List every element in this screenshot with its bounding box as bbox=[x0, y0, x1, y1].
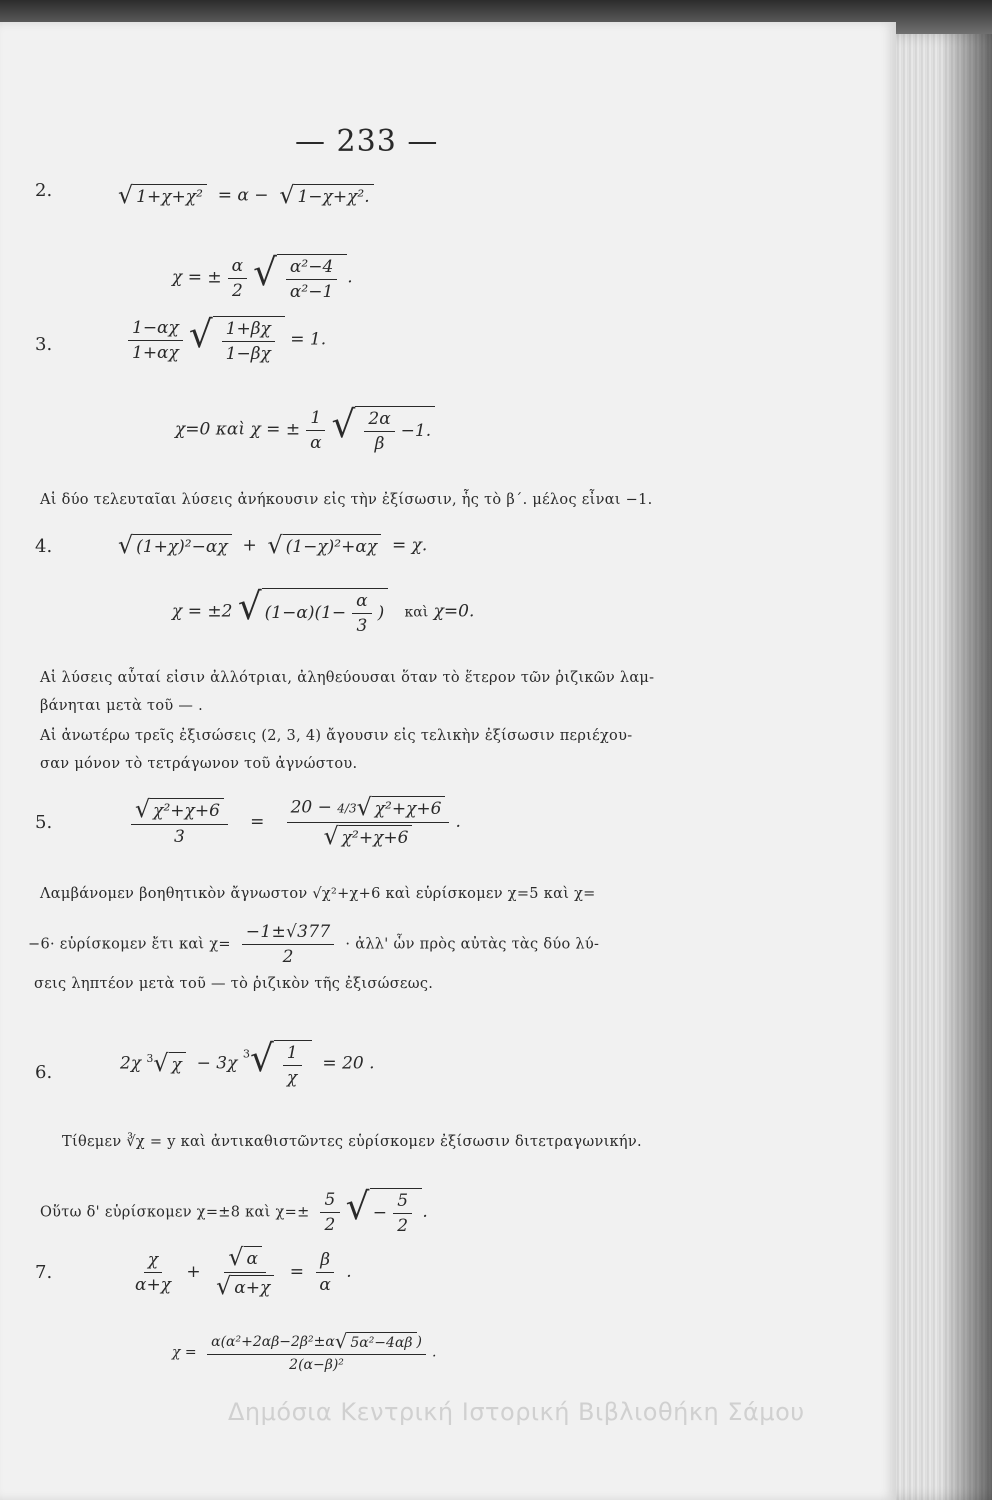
book-edge-shadow bbox=[940, 34, 992, 1500]
problem-number: 3. bbox=[35, 334, 53, 355]
note-text: Λαμβάνομεν βοηθητικὸν ἄγνωστον √χ²+χ+6 καὶ εὑρίσκομεν χ=5 καὶ χ= bbox=[40, 886, 596, 902]
note-formula: $\frac{5}{2}$ √ − $\frac{5}{2}$ . bbox=[314, 1202, 428, 1222]
problem-equation: $\frac{1-\alpha\chi}{1+\alpha\chi}$ √ $\frac{1+\beta\chi}{1-\beta\chi}$ = 1. bbox=[122, 316, 326, 364]
note-text-part: · ἀλλ' ὧν πρὸς αὐτὰς τὰς δύο λύ- bbox=[345, 936, 600, 953]
library-watermark: Δημόσια Κεντρική Ιστορική Βιβλιοθήκη Σάμου bbox=[228, 1398, 805, 1426]
problem-equation: √ 1+χ+χ² = α − √ 1−χ+χ². bbox=[118, 184, 374, 208]
problem-solution: χ = ± $\frac{\alpha}{2}$ √ $\frac{\text{α²−4}}{\text{α²−1}}$ . bbox=[172, 250, 353, 302]
problem-equation: 2χ $^3$√ χ − 3χ $^3$√ $\frac{1}{\chi}$ = 20 . bbox=[120, 1036, 375, 1088]
note-text: Αἱ ἀνωτέρω τρεῖς ἐξισώσεις (2, 3, 4) ἄγουσιν εἰς τελικὴν ἐξίσωσιν περιέχου- bbox=[40, 728, 633, 744]
note-text: βάνηται μετὰ τοῦ — . bbox=[40, 698, 204, 714]
note-text: Αἱ λύσεις αὗταί εἰσιν ἀλλότριαι, ἀληθεύουσαι ὅταν τὸ ἕτερον τῶν ῥιζικῶν λαμ- bbox=[40, 670, 655, 686]
page-number: — 233 — bbox=[295, 124, 439, 159]
problem-number: 4. bbox=[35, 536, 53, 557]
note-text: Αἱ δύο τελευταῖαι λύσεις ἀνήκουσιν εἰς τὴν ἐξίσωσιν, ἧς τὸ β΄. μέλος εἶναι −1. bbox=[40, 492, 653, 508]
note-text: Τίθεμεν ∛χ = y καὶ ἀντικαθιστῶντες εὑρίσκομεν ἐξίσωσιν διτετραγωνικήν. bbox=[62, 1134, 642, 1150]
problem-number: 6. bbox=[35, 1062, 53, 1083]
note-text: σαν μόνον τὸ τετράγωνον τοῦ ἀγνώστου. bbox=[40, 756, 358, 772]
note-text-part: Οὕτω δ' εὑρίσκομεν χ=±8 καὶ χ=± bbox=[40, 1204, 310, 1221]
note-text bbox=[28, 922, 599, 967]
problem-solution: χ=0 καὶ χ = ± $\frac{1}{\alpha}$ √ $\frac{2\alpha}{\beta}$ −1. bbox=[175, 406, 435, 454]
problem-equation: $\frac{\chi}{\alpha+\chi}$ + √ α √ α+χ = $\frac{\beta}{\alpha}$ . bbox=[135, 1243, 352, 1300]
book-page bbox=[0, 22, 896, 1500]
note-text-part: −6· εὑρίσκομεν ἔτι καὶ χ= bbox=[28, 936, 231, 953]
problem-number: 2. bbox=[35, 180, 53, 201]
problem-equation: √ χ²+χ+6 3 = 20 − 4/3 √ χ²+χ+6 √ χ²+χ+6 . bbox=[125, 796, 461, 849]
note-text bbox=[40, 1184, 429, 1236]
problem-solution: χ = α(α²+2αβ−2β²±α √ 5α²−4αβ ) 2(α−β)² . bbox=[172, 1330, 437, 1373]
problem-solution: χ = ±2 √ (1−α)(1− $\frac{\alpha}{3}$ ) καὶ χ=0. bbox=[172, 584, 475, 636]
note-text: σεις ληπτέον μετὰ τοῦ — τὸ ῥιζικὸν τῆς ἐξισώσεως. bbox=[34, 976, 434, 992]
problem-number: 7. bbox=[35, 1262, 53, 1283]
problem-number: 5. bbox=[35, 812, 53, 833]
problem-equation: √ (1+χ)²−αχ + √ (1−χ)²+αχ = χ. bbox=[118, 531, 428, 559]
root-fraction: $\frac{-1\pm√377}{2}$ bbox=[242, 922, 335, 967]
